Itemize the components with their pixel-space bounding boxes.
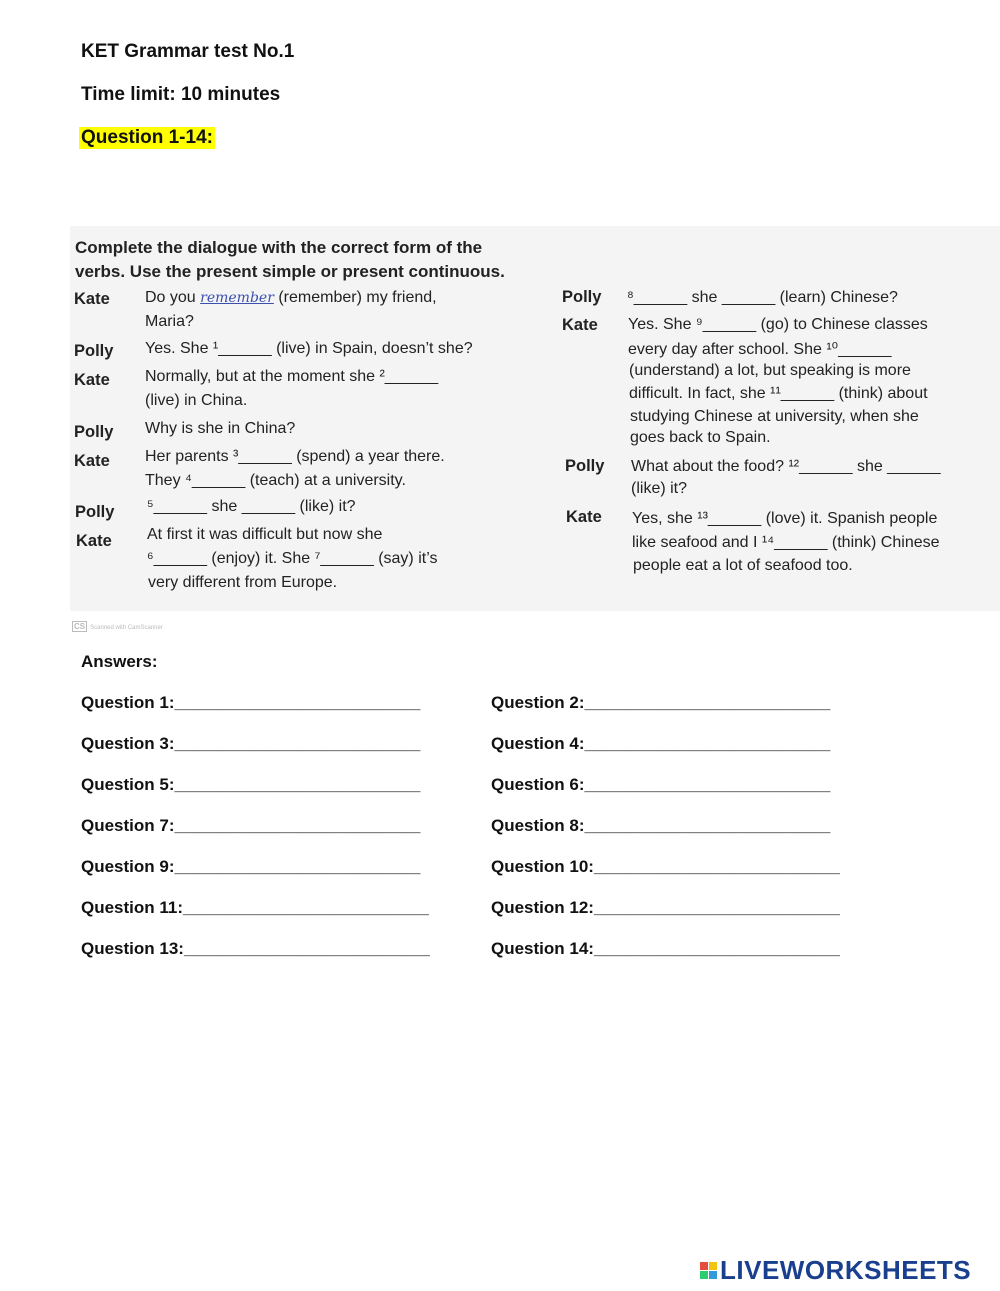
dialogue-line: Her parents ³______ (spend) a year there. — [145, 448, 445, 465]
answer-field-10[interactable]: Question 10:__________________________ — [491, 857, 840, 876]
worksheet-title: KET Grammar test No.1 — [81, 41, 295, 62]
answer-field-6[interactable]: Question 6:__________________________ — [491, 775, 831, 794]
dialogue-line: They ⁴______ (teach) at a university. — [145, 472, 406, 489]
answer-field-11[interactable]: Question 11:__________________________ — [81, 898, 429, 917]
dialogue-line: Yes. She ⁹______ (go) to Chinese classes — [628, 316, 928, 333]
dialogue-line: What about the food? ¹²______ she ______ — [631, 458, 941, 475]
dialogue-line: (understand) a lot, but speaking is more — [629, 362, 911, 379]
speaker-polly: Polly — [75, 503, 115, 521]
dialogue-line: Yes. She ¹______ (live) in Spain, doesn’t she? — [145, 340, 473, 357]
answer-field-7[interactable]: Question 7:__________________________ — [81, 816, 421, 835]
exercise-instructions: Complete the dialogue with the correct form of the verbs. Use the present simple or present continuous. — [75, 238, 505, 281]
dialogue-line: like seafood and I ¹⁴______ (think) Chinese — [632, 534, 940, 551]
speaker-kate: Kate — [76, 532, 112, 550]
speaker-kate: Kate — [74, 290, 110, 308]
dialogue-line: ⁶______ (enjoy) it. She ⁷______ (say) it’s — [147, 550, 438, 567]
answer-field-13[interactable]: Question 13:__________________________ — [81, 939, 430, 958]
speaker-polly: Polly — [565, 457, 605, 475]
dialogue-line: Yes, she ¹³______ (love) it. Spanish people — [632, 510, 938, 527]
handwritten-example-answer: remember — [200, 290, 274, 306]
dialogue-line: every day after school. She ¹⁰______ — [628, 341, 892, 358]
dialogue-line: difficult. In fact, she ¹¹______ (think) about — [629, 385, 928, 402]
speaker-kate: Kate — [566, 508, 602, 526]
speaker-polly: Polly — [74, 342, 114, 360]
dialogue-line: (like) it? — [631, 480, 688, 497]
speaker-polly: Polly — [562, 288, 602, 306]
time-limit: Time limit: 10 minutes — [81, 84, 281, 105]
dialogue-line: goes back to Spain. — [630, 429, 771, 446]
camscanner-watermark: CS Scanned with CamScanner — [74, 622, 163, 631]
answer-field-1[interactable]: Question 1:__________________________ — [81, 693, 421, 712]
dialogue-line: (live) in China. — [145, 392, 248, 409]
dialogue-line: ⁵______ she ______ (like) it? — [147, 498, 356, 515]
dialogue-line: Do you remember (remember) my friend, — [145, 289, 437, 306]
dialogue-line: Maria? — [145, 313, 194, 330]
dialogue-line: people eat a lot of seafood too. — [633, 557, 853, 574]
liveworksheets-logo: LIVEWORKSHEETS — [700, 1255, 971, 1286]
dialogue-line: studying Chinese at university, when she — [630, 408, 919, 425]
speaker-kate: Kate — [74, 452, 110, 470]
camscanner-logo-icon: CS — [74, 622, 86, 631]
answer-field-12[interactable]: Question 12:__________________________ — [491, 898, 840, 917]
answer-field-14[interactable]: Question 14:__________________________ — [491, 939, 840, 958]
dialogue-line: ⁸______ she ______ (learn) Chinese? — [627, 289, 898, 306]
dialogue-line: Normally, but at the moment she ²______ — [145, 368, 439, 385]
dialogue-line: At first it was difficult but now she — [147, 526, 383, 543]
answer-field-4[interactable]: Question 4:__________________________ — [491, 734, 831, 753]
dialogue-line: Why is she in China? — [145, 420, 296, 437]
section-heading: Question 1-14: — [81, 127, 213, 148]
dialogue-line: very different from Europe. — [148, 574, 338, 591]
answer-field-2[interactable]: Question 2:__________________________ — [491, 693, 831, 712]
speaker-polly: Polly — [74, 423, 114, 441]
answers-heading: Answers: — [81, 652, 158, 671]
liveworksheets-logo-icon — [700, 1262, 717, 1279]
answer-field-8[interactable]: Question 8:__________________________ — [491, 816, 831, 835]
speaker-kate: Kate — [562, 316, 598, 334]
answer-field-5[interactable]: Question 5:__________________________ — [81, 775, 421, 794]
answer-field-9[interactable]: Question 9:__________________________ — [81, 857, 421, 876]
speaker-kate: Kate — [74, 371, 110, 389]
answer-field-3[interactable]: Question 3:__________________________ — [81, 734, 421, 753]
